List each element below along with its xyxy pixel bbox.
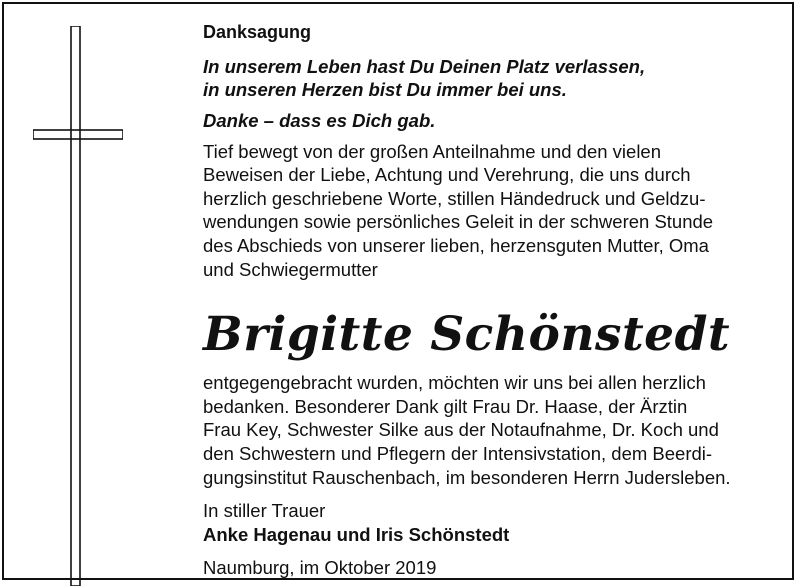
motto-line: In unserem Leben hast Du Deinen Platz verlassen, xyxy=(203,55,646,77)
thanks-paragraph xyxy=(203,371,775,489)
thanks-line: den Schwestern und Pflegern der Intensivstation, dem Beerdi- xyxy=(203,442,713,464)
intro-paragraph xyxy=(203,140,775,282)
thanks-line: entgegengebracht wurden, möchten wir uns bei allen herzlich xyxy=(203,372,706,394)
intro-line: Tief bewegt von der großen Anteilnahme und den vielen xyxy=(203,140,662,162)
motto-thanks: Danke – dass es Dich gab. xyxy=(203,109,436,131)
motto-line: in unseren Herzen bist Du immer bei uns. xyxy=(203,78,567,100)
thanks-line: Frau Key, Schwester Silke aus der Notaufnahme, Dr. Koch und xyxy=(203,419,719,441)
intro-line: Beweisen der Liebe, Achtung und Verehrung, die uns durch xyxy=(203,164,691,186)
notice-content xyxy=(203,21,775,580)
cross-icon xyxy=(33,26,123,586)
notice-heading: Danksagung xyxy=(203,22,312,42)
thanks-line: gungsinstitut Rauschenbach, im besonderen Herrn Judersleben. xyxy=(203,466,731,488)
deceased-name: Brigitte Schönstedt xyxy=(203,307,731,363)
mourning-phrase: In stiller Trauer xyxy=(203,500,326,522)
place-date: Naumburg, im Oktober 2019 xyxy=(203,557,437,579)
family-names: Anke Hagenau und Iris Schönstedt xyxy=(203,523,510,545)
intro-line: und Schwiegermutter xyxy=(203,258,378,280)
intro-line: herzlich geschriebene Worte, stillen Händedruck und Geldzu- xyxy=(203,187,706,209)
intro-line: wendungen sowie persönliches Geleit in der schweren Stunde xyxy=(203,211,714,233)
intro-line: des Abschieds von unserer lieben, herzensguten Mutter, Oma xyxy=(203,234,709,256)
thanks-line: bedanken. Besonderer Dank gilt Frau Dr. Haase, der Ärztin xyxy=(203,395,688,417)
